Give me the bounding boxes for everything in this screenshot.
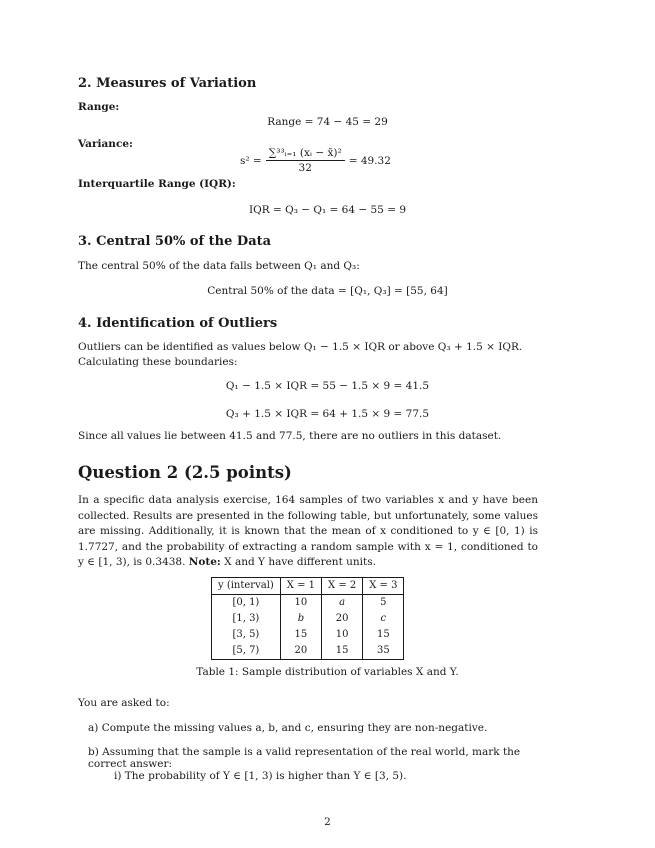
table-cell: 15	[280, 627, 321, 643]
table-cell: a	[322, 595, 363, 612]
table-header-cell: X = 2	[322, 578, 363, 595]
table-cell: 20	[280, 643, 321, 659]
upper-bound-equation: Q₃ + 1.5 × IQR = 64 + 1.5 × 9 = 77.5	[225, 408, 430, 420]
table-caption: Table 1: Sample distribution of variables X and Y.	[196, 666, 459, 678]
section-2-title: 2. Measures of Variation	[78, 76, 257, 91]
table-cell: b	[280, 611, 321, 627]
page-number: 2	[324, 816, 331, 828]
range-label: Range:	[78, 101, 120, 113]
table-cell: [0, 1)	[212, 595, 280, 612]
table-row	[212, 611, 403, 627]
table-row	[212, 595, 403, 612]
iqr-label: Interquartile Range (IQR):	[78, 178, 236, 190]
table-header-cell: X = 3	[363, 578, 404, 595]
outlier-conclusion: Since all values lie between 41.5 and 77.5, there are no outliers in this dataset.	[78, 430, 502, 442]
section-4-title: 4. Identification of Outliers	[78, 316, 278, 331]
task-b-i: i) The probability of Y ∈ [1, 3) is higher than Y ∈ [3, 5).	[114, 770, 407, 782]
lower-bound-equation: Q₁ − 1.5 × IQR = 55 − 1.5 × 9 = 41.5	[225, 380, 430, 392]
section-4-text-1: Outliers can be identified as values below Q₁ − 1.5 × IQR or above Q₃ + 1.5 × IQR.	[78, 341, 523, 353]
variance-label: Variance:	[78, 138, 133, 150]
task-b: b) Assuming that the sample is a valid representation of the real world, mark the correct answer:	[88, 746, 521, 770]
variance-lhs: s² =	[240, 154, 262, 167]
table-cell: 15	[376, 629, 390, 640]
variance-rhs: = 49.32	[348, 154, 391, 167]
table-row	[212, 627, 403, 643]
note-text: X and Y have different units.	[224, 556, 376, 568]
table-header-cell: X = 1	[280, 578, 321, 595]
table-cell: 10	[280, 595, 321, 612]
question-2-intro	[78, 493, 538, 571]
range-equation: Range = 74 − 45 = 29	[267, 116, 388, 128]
variance-fraction	[266, 147, 345, 174]
table-cell: [5, 7)	[212, 643, 280, 659]
table-cell: c	[380, 613, 387, 624]
table-row	[212, 643, 403, 659]
sample-distribution-table	[211, 577, 404, 660]
note-label: Note:	[188, 556, 221, 568]
section-3-text: The central 50% of the data falls between Q₁ and Q₃:	[78, 260, 360, 272]
task-a: a) Compute the missing values a, b, and c, ensuring they are non-negative.	[88, 722, 488, 734]
table-cell: [1, 3)	[212, 611, 280, 627]
table-cell: 10	[322, 627, 363, 643]
section-3-title: 3. Central 50% of the Data	[78, 234, 272, 249]
tasks-intro: You are asked to:	[78, 697, 170, 709]
variance-equation	[240, 147, 391, 174]
question-2-title: Question 2 (2.5 points)	[78, 463, 292, 482]
table-cell: 5	[380, 597, 387, 608]
variance-denominator: 32	[298, 162, 312, 174]
question-2-intro-text: In a specific data analysis exercise, 164 samples of two variables x and y have been collected. Results are presented in the following table, but unfortunately, some values are missing. Additionally, it is known that the mean of x conditioned to y ∈ [0, 1) is 1.7727, and the probability of extracting a random sample with x = 1, conditioned to y ∈ [1, 3), is 0.3438.	[78, 494, 538, 568]
table-header-row	[212, 578, 403, 595]
table-cell: 20	[322, 611, 363, 627]
table-cell: 35	[376, 645, 390, 656]
section-3-equation: Central 50% of the data = [Q₁, Q₃] = [55, 64]	[207, 285, 448, 297]
table-header-cell: y (interval)	[212, 578, 280, 595]
iqr-equation: IQR = Q₃ − Q₁ = 64 − 55 = 9	[248, 204, 407, 216]
table-cell: 15	[322, 643, 363, 659]
section-4-text-2: Calculating these boundaries:	[78, 356, 238, 368]
variance-numerator: ∑³³ᵢ₌₁ (xᵢ − x̄)²	[266, 147, 345, 161]
table-cell: [3, 5)	[212, 627, 280, 643]
